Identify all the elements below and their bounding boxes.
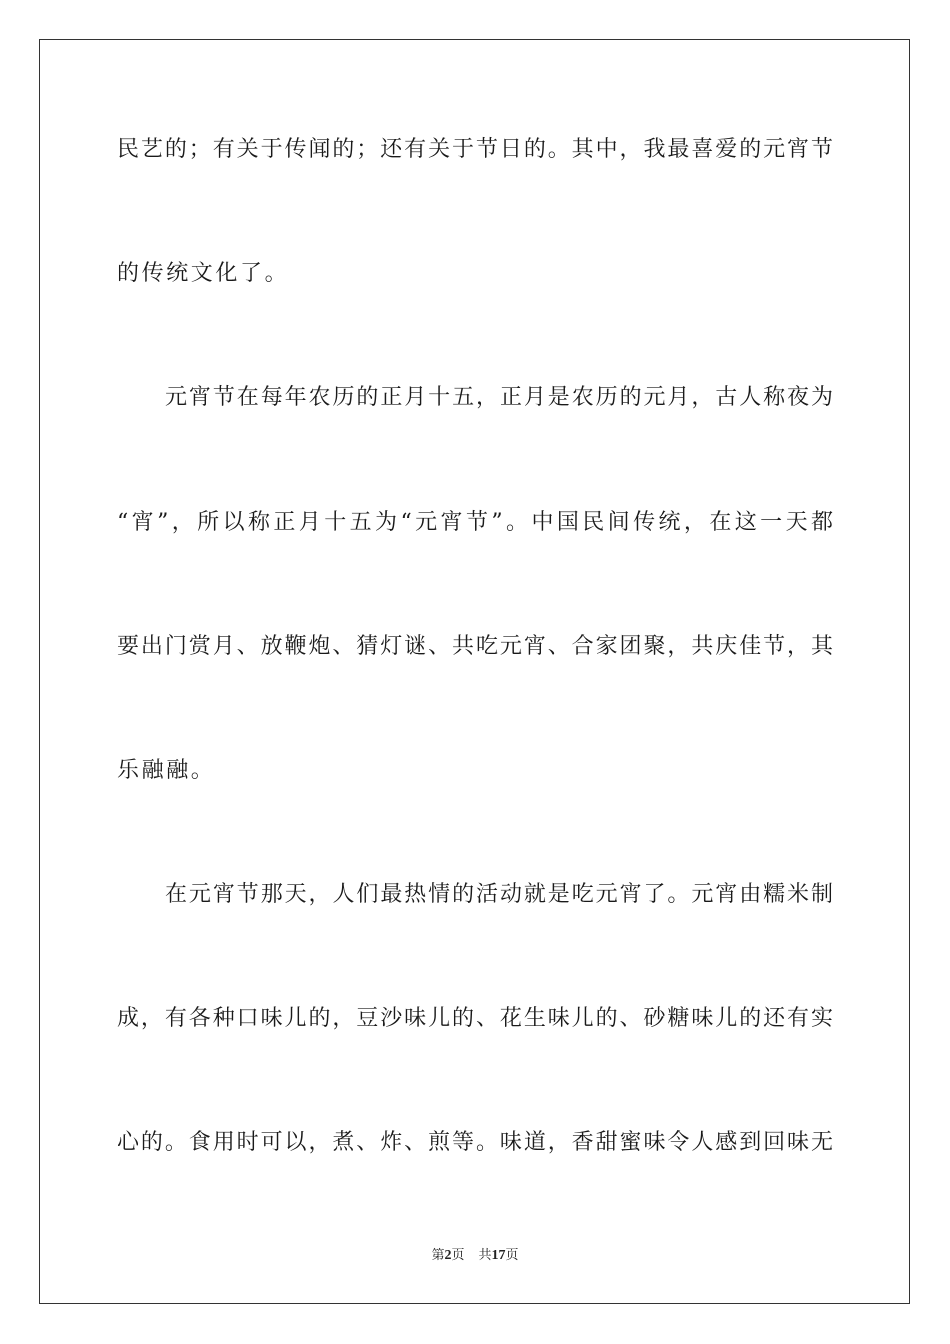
page-current: 2 [444, 1248, 452, 1263]
page-footer [0, 1247, 950, 1265]
body-line-3: 元宵节在每年农历的正月十五，正月是农历的元月，古人称夜为 [165, 385, 833, 410]
body-line-9: 心的。食用时可以，煮、炸、煎等。味道，香甜蜜味令人感到回味无 [117, 1130, 833, 1155]
total-unit: 页 [505, 1248, 519, 1263]
page-border [39, 39, 910, 1304]
page-prefix: 第 [431, 1248, 445, 1263]
body-line-5: 要出门赏月、放鞭炮、猜灯谜、共吃元宵、合家团聚，共庆佳节，其 [117, 634, 833, 659]
body-line-2: 的传统文化了。 [117, 261, 290, 286]
body-line-7: 在元宵节那天，人们最热情的活动就是吃元宵了。元宵由糯米制 [165, 882, 833, 907]
page-total: 17 [491, 1248, 506, 1263]
page-unit: 页 [451, 1248, 465, 1263]
body-line-4: “宵”，所以称正月十五为“元宵节”。中国民间传统，在这一天都 [117, 510, 833, 535]
total-prefix: 共 [478, 1248, 492, 1263]
body-line-8: 成，有各种口味儿的，豆沙味儿的、花生味儿的、砂糖味儿的还有实 [117, 1006, 833, 1031]
body-line-1: 民艺的；有关于传闻的；还有关于节日的。其中，我最喜爱的元宵节 [117, 137, 833, 162]
body-line-6: 乐融融。 [117, 758, 216, 783]
